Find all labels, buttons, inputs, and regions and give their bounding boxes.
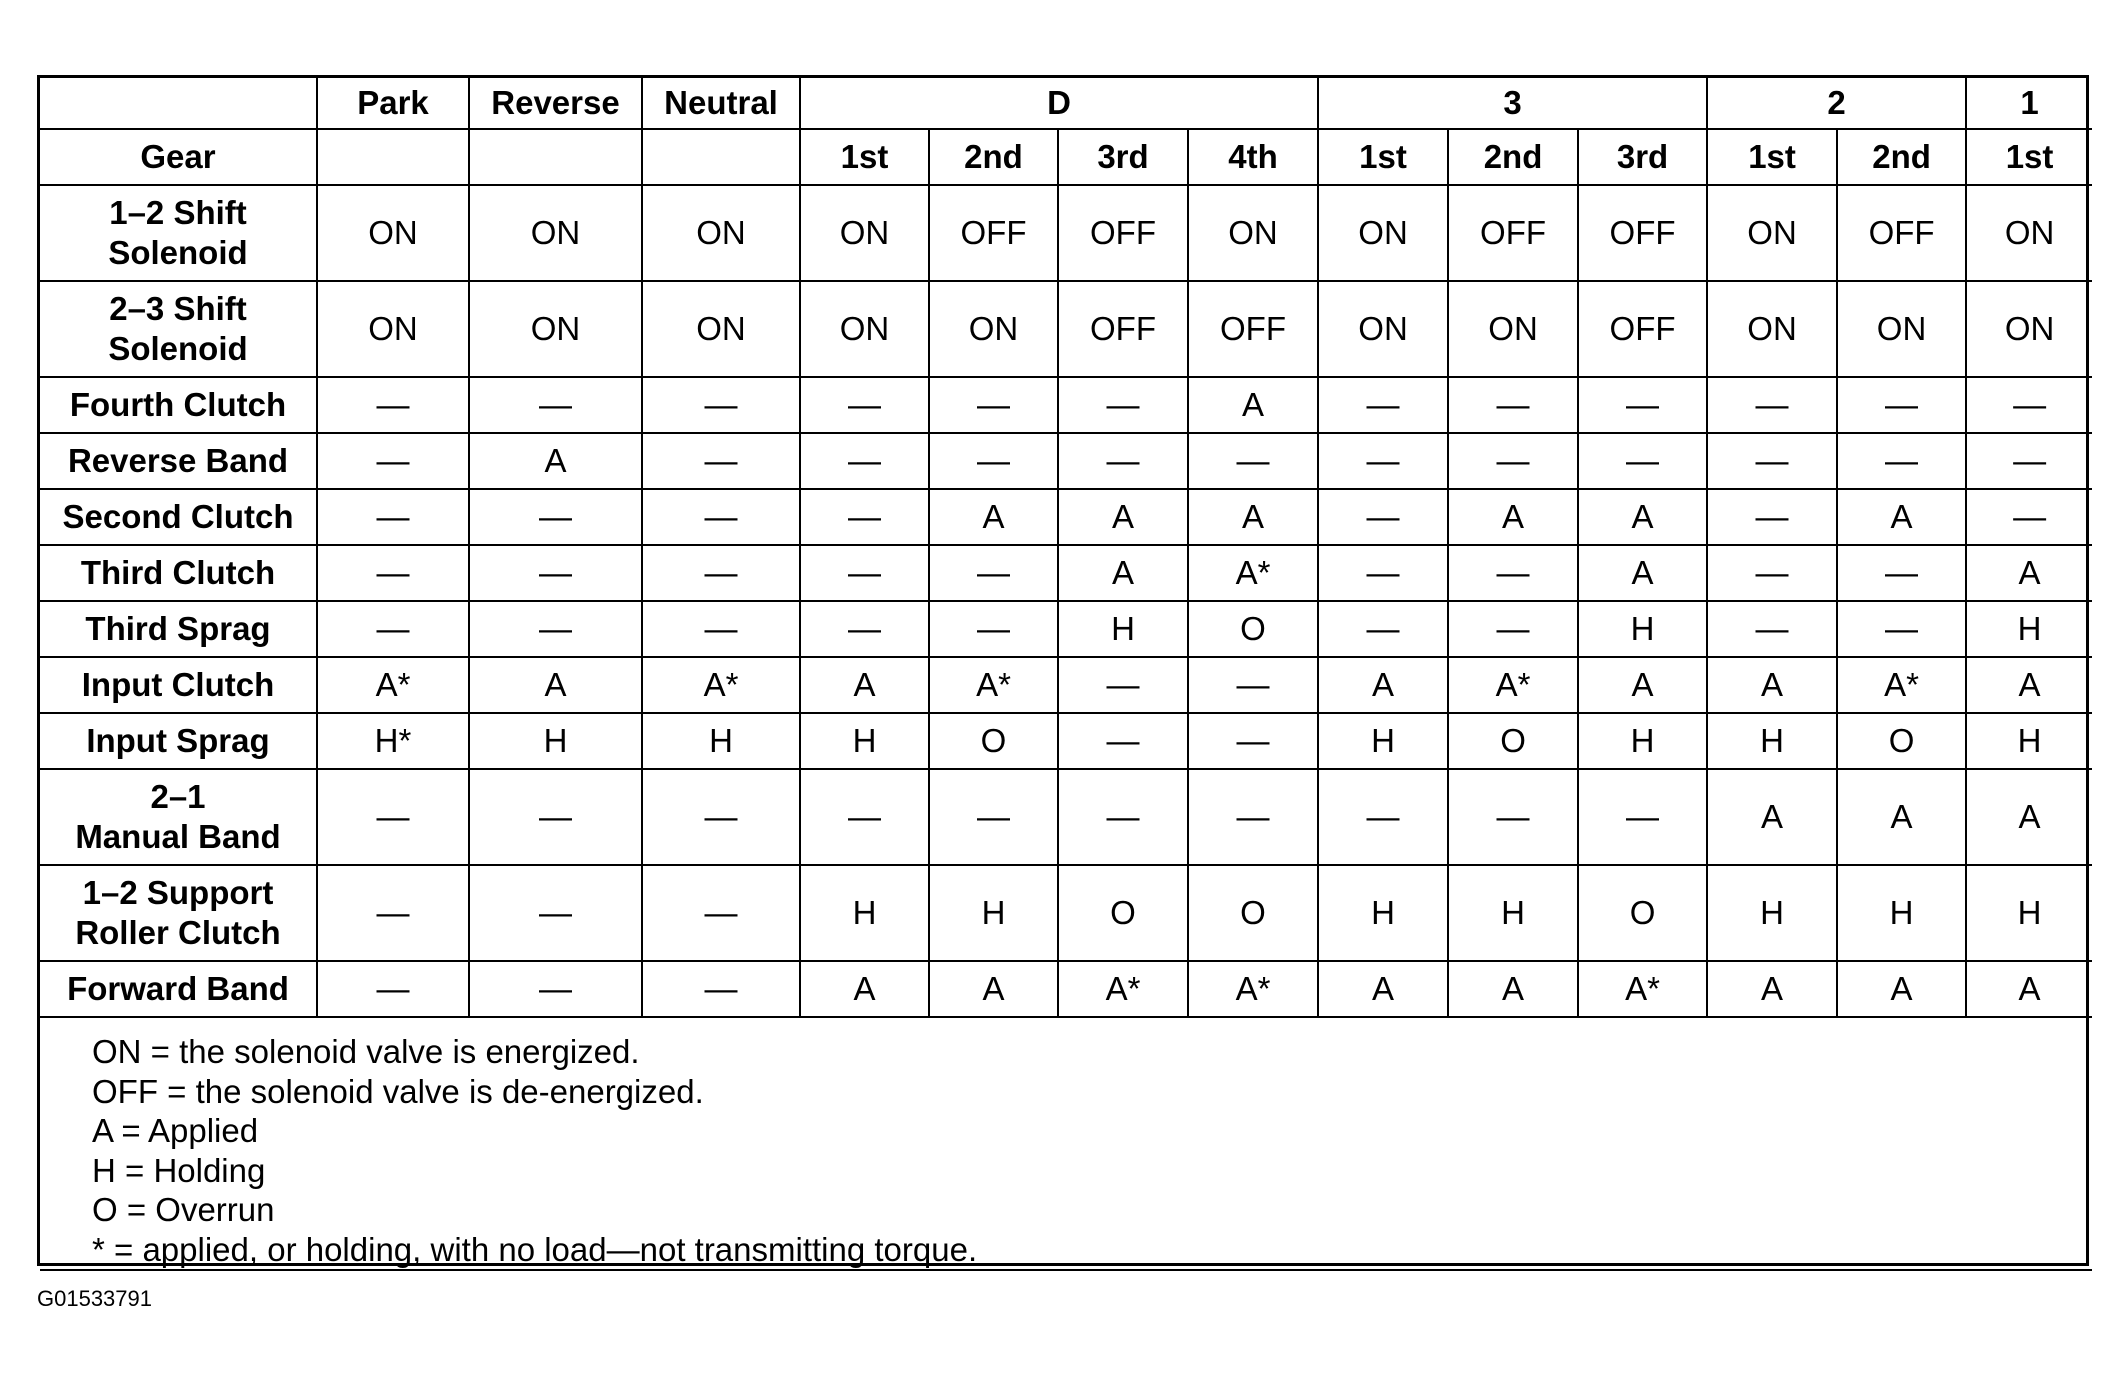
- state-cell: ON: [317, 281, 469, 377]
- gear-label: Gear: [40, 129, 317, 185]
- state-cell: —: [317, 769, 469, 865]
- component-row: [40, 769, 2092, 865]
- state-cell: H: [1966, 865, 2092, 961]
- state-cell: A: [1058, 489, 1188, 545]
- state-cell: —: [1707, 377, 1837, 433]
- state-cell: —: [800, 545, 929, 601]
- state-cell: —: [317, 961, 469, 1017]
- component-rows: [40, 185, 2092, 1017]
- state-cell: H: [1837, 865, 1966, 961]
- component-row: [40, 657, 2092, 713]
- state-cell: A: [1058, 545, 1188, 601]
- state-cell: —: [642, 601, 800, 657]
- component-row: [40, 377, 2092, 433]
- legend-cell: [40, 1017, 2092, 1270]
- state-cell: A: [1837, 961, 1966, 1017]
- state-cell: —: [1318, 545, 1448, 601]
- mode-header-row: [40, 78, 2092, 129]
- state-cell: ON: [469, 281, 642, 377]
- state-cell: A*: [317, 657, 469, 713]
- state-cell: A: [1966, 769, 2092, 865]
- state-cell: —: [929, 545, 1058, 601]
- mode-neutral: Neutral: [642, 78, 800, 129]
- state-cell: A: [1966, 657, 2092, 713]
- state-cell: —: [1448, 545, 1578, 601]
- state-cell: ON: [469, 185, 642, 281]
- state-cell: —: [642, 489, 800, 545]
- gear-cell: 1st: [1966, 129, 2092, 185]
- component-label: 2–1 Manual Band: [40, 769, 317, 865]
- state-cell: —: [1837, 377, 1966, 433]
- state-cell: —: [1707, 545, 1837, 601]
- gear-cell: 4th: [1188, 129, 1318, 185]
- component-row: [40, 489, 2092, 545]
- state-cell: A*: [642, 657, 800, 713]
- state-cell: —: [469, 377, 642, 433]
- state-cell: ON: [1966, 185, 2092, 281]
- state-cell: —: [1837, 601, 1966, 657]
- state-cell: A: [800, 657, 929, 713]
- state-cell: H: [800, 713, 929, 769]
- component-label: 1–2 Shift Solenoid: [40, 185, 317, 281]
- state-cell: —: [642, 865, 800, 961]
- state-cell: —: [1578, 377, 1707, 433]
- state-cell: H: [1578, 601, 1707, 657]
- state-cell: —: [1318, 601, 1448, 657]
- component-label: Forward Band: [40, 961, 317, 1017]
- legend: [40, 1018, 2092, 1269]
- state-cell: A: [929, 489, 1058, 545]
- component-label: Fourth Clutch: [40, 377, 317, 433]
- state-cell: ON: [1837, 281, 1966, 377]
- state-cell: H: [1707, 713, 1837, 769]
- state-cell: H: [469, 713, 642, 769]
- state-cell: OFF: [1058, 281, 1188, 377]
- clutch-application-chart: [37, 75, 2089, 1266]
- state-cell: —: [1707, 489, 1837, 545]
- state-cell: ON: [642, 185, 800, 281]
- gear-cell: 2nd: [1837, 129, 1966, 185]
- state-cell: O: [1188, 601, 1318, 657]
- state-cell: ON: [1707, 185, 1837, 281]
- state-cell: —: [1188, 657, 1318, 713]
- legend-applied: A = Applied: [92, 1112, 259, 1149]
- mode-drive: D: [800, 78, 1318, 129]
- state-cell: —: [1578, 769, 1707, 865]
- state-cell: ON: [1448, 281, 1578, 377]
- state-cell: —: [929, 377, 1058, 433]
- corner-cell: [40, 78, 317, 129]
- state-cell: OFF: [1837, 185, 1966, 281]
- legend-asterisk: * = applied, or holding, with no load—not transmitting torque.: [92, 1230, 978, 1268]
- state-cell: H: [1318, 713, 1448, 769]
- state-cell: —: [1318, 769, 1448, 865]
- gear-cell: [469, 129, 642, 185]
- state-cell: A*: [1188, 961, 1318, 1017]
- state-cell: A: [929, 961, 1058, 1017]
- state-cell: —: [317, 377, 469, 433]
- state-cell: A: [1707, 657, 1837, 713]
- component-label: Reverse Band: [40, 433, 317, 489]
- state-cell: —: [929, 433, 1058, 489]
- component-row: [40, 713, 2092, 769]
- state-cell: A: [1578, 489, 1707, 545]
- state-cell: A: [1837, 769, 1966, 865]
- gear-cell: 2nd: [1448, 129, 1578, 185]
- state-cell: —: [642, 433, 800, 489]
- state-cell: A: [1448, 489, 1578, 545]
- gear-cell: 2nd: [929, 129, 1058, 185]
- state-cell: —: [1188, 769, 1318, 865]
- state-cell: ON: [800, 281, 929, 377]
- gear-cell: 3rd: [1578, 129, 1707, 185]
- state-cell: —: [800, 601, 929, 657]
- state-cell: —: [317, 545, 469, 601]
- state-cell: A: [1578, 545, 1707, 601]
- state-cell: OFF: [1448, 185, 1578, 281]
- state-cell: —: [317, 489, 469, 545]
- component-label: Third Sprag: [40, 601, 317, 657]
- component-label: 1–2 Support Roller Clutch: [40, 865, 317, 961]
- state-cell: —: [1318, 489, 1448, 545]
- state-cell: OFF: [1058, 185, 1188, 281]
- gear-cell: 1st: [1318, 129, 1448, 185]
- state-cell: A: [1188, 489, 1318, 545]
- component-row: [40, 865, 2092, 961]
- state-cell: O: [1578, 865, 1707, 961]
- state-cell: —: [469, 961, 642, 1017]
- state-cell: —: [1448, 769, 1578, 865]
- state-cell: H: [1448, 865, 1578, 961]
- state-cell: ON: [1318, 281, 1448, 377]
- state-cell: —: [1448, 433, 1578, 489]
- state-cell: —: [800, 489, 929, 545]
- state-cell: ON: [1707, 281, 1837, 377]
- state-cell: —: [1837, 545, 1966, 601]
- component-row: [40, 545, 2092, 601]
- state-cell: —: [1058, 377, 1188, 433]
- gear-cell: [317, 129, 469, 185]
- state-cell: A: [1837, 489, 1966, 545]
- state-cell: H: [642, 713, 800, 769]
- state-cell: —: [800, 377, 929, 433]
- state-cell: A: [1966, 545, 2092, 601]
- state-cell: —: [642, 545, 800, 601]
- state-cell: A*: [1578, 961, 1707, 1017]
- state-cell: —: [1058, 657, 1188, 713]
- mode-2: 2: [1707, 78, 1966, 129]
- gear-cell: 1st: [800, 129, 929, 185]
- mode-reverse: Reverse: [469, 78, 642, 129]
- state-cell: A: [1578, 657, 1707, 713]
- state-cell: —: [1318, 377, 1448, 433]
- state-cell: —: [1966, 489, 2092, 545]
- gear-cell: 3rd: [1058, 129, 1188, 185]
- state-cell: A: [1707, 961, 1837, 1017]
- state-cell: —: [469, 769, 642, 865]
- state-cell: A: [1318, 657, 1448, 713]
- state-cell: O: [929, 713, 1058, 769]
- component-row: [40, 433, 2092, 489]
- state-cell: O: [1188, 865, 1318, 961]
- state-cell: —: [317, 865, 469, 961]
- state-cell: H: [1058, 601, 1188, 657]
- mode-3: 3: [1318, 78, 1707, 129]
- legend-holding: H = Holding: [92, 1151, 266, 1189]
- state-cell: ON: [1966, 281, 2092, 377]
- state-cell: —: [469, 865, 642, 961]
- state-cell: —: [469, 545, 642, 601]
- component-row: [40, 961, 2092, 1017]
- state-cell: OFF: [1578, 281, 1707, 377]
- state-cell: H: [800, 865, 929, 961]
- state-cell: ON: [317, 185, 469, 281]
- state-cell: A: [469, 657, 642, 713]
- legend-off: OFF = the solenoid valve is de-energized.: [92, 1072, 704, 1110]
- component-row: [40, 601, 2092, 657]
- state-cell: A: [800, 961, 929, 1017]
- state-cell: A*: [1837, 657, 1966, 713]
- gear-header-row: [40, 129, 2092, 185]
- state-cell: —: [642, 961, 800, 1017]
- state-cell: H*: [317, 713, 469, 769]
- state-cell: H: [929, 865, 1058, 961]
- mode-1: 1: [1966, 78, 2092, 129]
- state-cell: —: [317, 601, 469, 657]
- gear-cell: 1st: [1707, 129, 1837, 185]
- state-cell: A: [1318, 961, 1448, 1017]
- state-cell: —: [1188, 713, 1318, 769]
- state-cell: O: [1058, 865, 1188, 961]
- state-cell: ON: [800, 185, 929, 281]
- state-cell: —: [469, 489, 642, 545]
- state-cell: —: [800, 433, 929, 489]
- state-cell: A*: [929, 657, 1058, 713]
- component-label: 2–3 Shift Solenoid: [40, 281, 317, 377]
- state-cell: A: [1448, 961, 1578, 1017]
- state-cell: —: [1318, 433, 1448, 489]
- state-cell: H: [1966, 601, 2092, 657]
- state-cell: A: [469, 433, 642, 489]
- state-cell: —: [1707, 601, 1837, 657]
- component-label: Third Clutch: [40, 545, 317, 601]
- state-cell: H: [1707, 865, 1837, 961]
- state-cell: A*: [1448, 657, 1578, 713]
- application-table: [40, 78, 2092, 1271]
- state-cell: —: [1707, 433, 1837, 489]
- legend-on: ON = the solenoid valve is energized.: [92, 1033, 640, 1070]
- state-cell: —: [1966, 377, 2092, 433]
- state-cell: A: [1966, 961, 2092, 1017]
- component-row: [40, 185, 2092, 281]
- state-cell: —: [642, 769, 800, 865]
- state-cell: ON: [1188, 185, 1318, 281]
- component-label: Input Clutch: [40, 657, 317, 713]
- state-cell: A*: [1188, 545, 1318, 601]
- state-cell: ON: [1318, 185, 1448, 281]
- state-cell: OFF: [1578, 185, 1707, 281]
- state-cell: —: [317, 433, 469, 489]
- state-cell: O: [1837, 713, 1966, 769]
- state-cell: OFF: [1188, 281, 1318, 377]
- state-cell: —: [800, 769, 929, 865]
- state-cell: A*: [1058, 961, 1188, 1017]
- legend-overrun: O = Overrun: [92, 1191, 275, 1228]
- state-cell: A: [1707, 769, 1837, 865]
- state-cell: —: [1058, 713, 1188, 769]
- state-cell: H: [1966, 713, 2092, 769]
- state-cell: —: [929, 601, 1058, 657]
- figure-id: G01533791: [37, 1286, 152, 1311]
- state-cell: —: [1188, 433, 1318, 489]
- state-cell: A: [1188, 377, 1318, 433]
- state-cell: H: [1578, 713, 1707, 769]
- state-cell: H: [1318, 865, 1448, 961]
- state-cell: O: [1448, 713, 1578, 769]
- state-cell: —: [642, 377, 800, 433]
- mode-park: Park: [317, 78, 469, 129]
- state-cell: —: [1578, 433, 1707, 489]
- state-cell: ON: [642, 281, 800, 377]
- gear-cell: [642, 129, 800, 185]
- component-label: Second Clutch: [40, 489, 317, 545]
- state-cell: —: [469, 601, 642, 657]
- legend-row: [40, 1017, 2092, 1270]
- component-label: Input Sprag: [40, 713, 317, 769]
- component-row: [40, 281, 2092, 377]
- state-cell: —: [1058, 433, 1188, 489]
- state-cell: —: [929, 769, 1058, 865]
- state-cell: OFF: [929, 185, 1058, 281]
- state-cell: —: [1058, 769, 1188, 865]
- state-cell: —: [1966, 433, 2092, 489]
- state-cell: —: [1448, 377, 1578, 433]
- state-cell: ON: [929, 281, 1058, 377]
- state-cell: —: [1448, 601, 1578, 657]
- state-cell: —: [1837, 433, 1966, 489]
